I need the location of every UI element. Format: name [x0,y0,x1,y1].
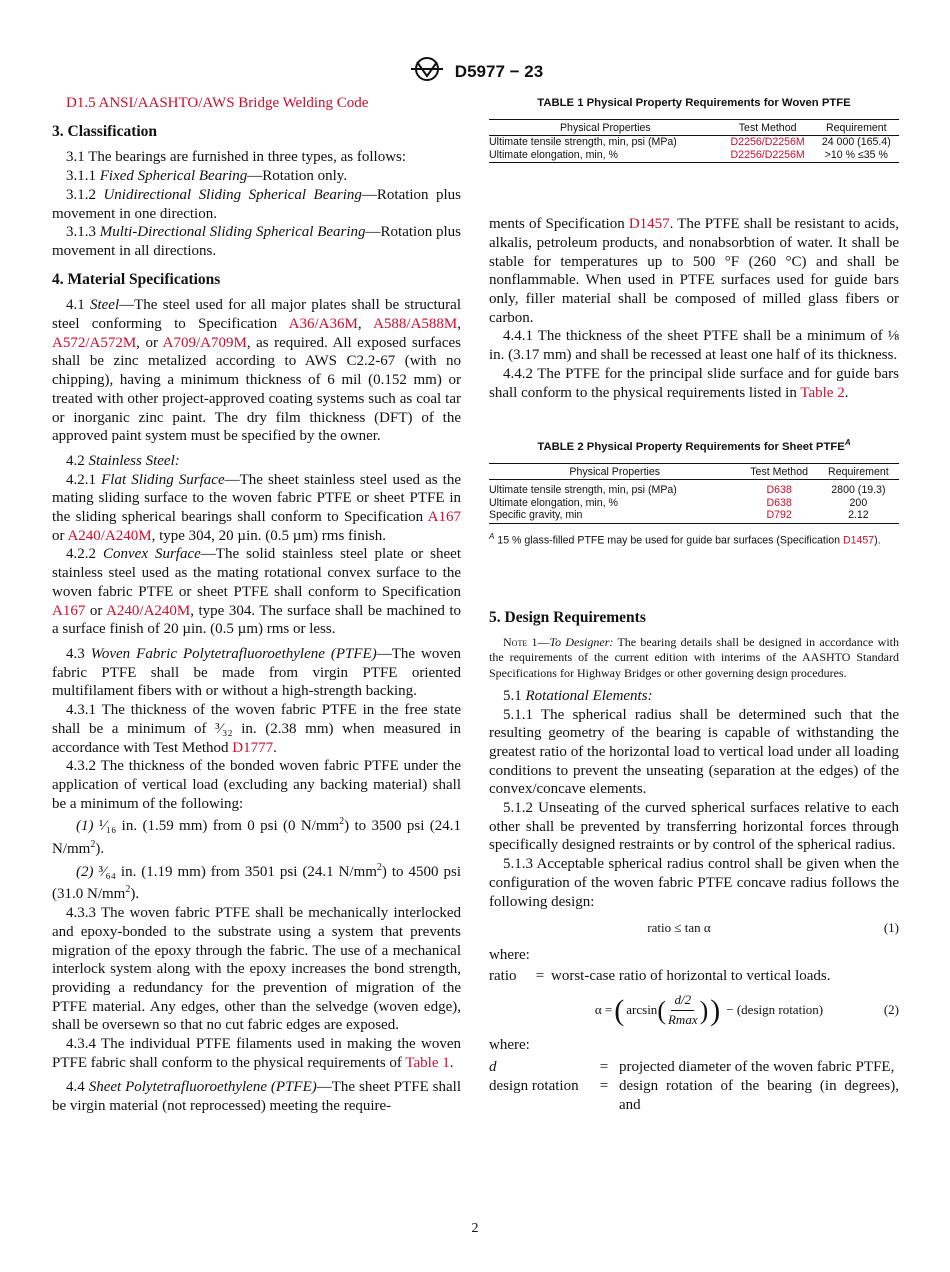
para-5-1-1: 5.1.1 The spherical radius shall be determined such that the resulting geometry of the bearing is capable of withstanding the greatest ratio of the horizontal load to vertical load under all loading conditions to prevent the unseating (separation at the edges) of the convex/concave elements. [489,706,899,798]
para-4-2-1: 4.2.1 Flat Sliding Surface—The sheet stainless steel used as the mating sliding surface to the woven fabric PTFE or sheet PTFE in the sliding spherical bearings shall conform to Specification A167 or A240/A240M, type 304, 20 µin. (0.5 µm) rms finish. [52,471,462,544]
table-2-header-row: Physical Properties Test Method Requirement [489,463,899,480]
table-row: Ultimate elongation, min, % D638 200 [489,496,868,509]
table-row: Ultimate tensile strength, min, psi (MPa) D2256/D2256M 24 000 (165.4) [489,136,891,149]
section-5-heading: 5. Design Requirements [489,609,646,627]
para-4-2-2: 4.2.2 Convex Surface—The solid stainless steel plate or sheet stainless steel used as the mating rotational convex surface to the woven fabric PTFE or sheet PTFE shall conform to Specification A167 or A240/A240M, type 304. The surface shall be machined to a surface finish of 20 µin. (0.5 µm) rms or less. [52,546,462,638]
table-2-footnote: $^A$ 15 % glass-filled PTFE may be used for guide bar surfaces (Specification D1457). [489,531,881,547]
note-1: Note 1—To Designer: The bearing details shall be designed in accordance with the requirements of the current edition with interims of the AASHTO Standard Specifications for Highway Bridges or other governing design procedures. [489,634,900,680]
para-5-1-3: 5.1.3 Acceptable spherical radius control shall be given when the configuration of the woven fabric PTFE concave radius follows the following design: [489,856,899,910]
table-row: Ultimate elongation, min, % D2256/D2256M >10 % ≤35 % [489,149,899,163]
para-4-3-3: 4.3.3 The woven fabric PTFE shall be mechanically interlocked and epoxy-bonded to the substrate using a system that prevents migration of the epoxy through the fabric. The use of a mechanical interlock system along with the epoxy increases the bond strength, providing a redundancy for the prevention of migration of the PTFE material. Any edges, other than the selvedge (woven edge), shall be oversewn so that no cut fabric edges are exposed. [52,905,461,1034]
table-1 [489,94,899,163]
equation-1: ratio ≤ tan α (1) [647,920,899,936]
table-2-grid [489,463,899,524]
para-4-3: 4.3 Woven Fabric Polytetrafluoroethylene (PTFE)—The woven fabric PTFE shall be made from virgin PTFE oriented multifilament fibers with or without a high-strength backing. [52,645,462,700]
definition-ratio: ratio = worst-case ratio of horizontal to vertical loads. [489,967,831,984]
para-4-3-1: 4.3.1 The thickness of the woven fabric PTFE in the free state shall be a minimum of ³⁄₃₂ in. (2.38 mm) when measured in accordance with Test Method D1777. [52,702,461,756]
para-3-1-1: 3.1.1 Fixed Spherical Bearing—Rotation only. [66,168,348,185]
left-column [52,94,461,1116]
ref-a167-2[interactable]: A167 [52,602,86,619]
equation-2: α = ( arcsin ( d/2 Rmax ) ) − (design rotation) (2) [594,992,899,1028]
ref-a240[interactable]: A240/A240M [67,527,152,544]
ref-a709[interactable]: A709/A709M [162,334,247,351]
para-4-1: 4.1 Steel—The steel used for all major plates shall be structural steel conforming to Specification A36/A36M, A588/A588M, A572/A572M, or A709/A709M, as required. All exposed surfaces shall be zinc metalized according to AWS C2.2-67 (with no chipping), having a minimum thickness of 6 mil (0.152 mm) or treated with other project-approved coating systems such as coal tar or inorganic zinc paint. The dry film thickness (DFT) of the approved paint system must be specified by the owner. [52,297,461,445]
astm-logo-icon [407,56,447,87]
table-1-header-row: Physical Properties Test Method Requirement [489,119,899,136]
where-2: where: [489,1036,530,1053]
para-3-1-2: 3.1.2 Unidirectional Sliding Spherical Bearing—Rotation plus movement in one direction. [52,186,462,222]
para-4-4-cont: ments of Specification D1457. The PTFE shall be resistant to acids, alkalis, petroleum products, and nonabsorbtion of water. It shall be stable for temperatures up to 500 °F (260 °C) and shall be nonflammable. When used in PTFE surfaces used for guide bars only, filler material shall be composed of milled glass fibers or carbon. [489,216,900,326]
definitions-d-rotation: d = projected diameter of the woven fabric PTFE, design rotation = design rotation of the bearing (in degrees), and [489,1059,899,1113]
ref-d1457[interactable]: D1457 [628,216,670,233]
table-row: Ultimate tensile strength, min, psi (MPa) D638 2800 (19.3) [489,484,886,497]
section-3-heading: 3. Classification [52,122,158,140]
ref-a36[interactable]: A36/A36M [288,316,358,333]
item-1: (1) ¹⁄₁₆ in. (1.59 mm) from 0 psi (0 $N/mm^2$) to 3500 psi (24.1 $N/mm^2$). [52,816,461,858]
para-3-1-3: 3.1.3 Multi-Directional Sliding Spherical Bearing—Rotation plus movement in all directions. [52,224,461,259]
para-4-4-2: 4.4.2 The PTFE for the principal slide surface and for guide bars shall conform to the physical requirements listed in Table 2. [489,365,899,401]
item-2: (2) ³⁄₆₄ in. (1.19 mm) from 3501 psi (24.1 $N/mm^2$) to 4500 psi (31.0 $N/mm^2$). [52,861,461,903]
table-1-title: TABLE 1 Physical Property Requirements for Woven PTFE [537,97,851,109]
table-row: Specific gravity, min D792 2.12 [489,509,899,523]
page-header [0,56,950,87]
section-4-heading: 4. Material Specifications [52,270,221,288]
para-4-2: 4.2 Stainless Steel: [66,452,180,469]
where-1: where: [489,946,530,963]
para-5-1: 5.1 Rotational Elements: [503,687,653,704]
page-number: 2 [471,1221,479,1236]
ref-d1777[interactable]: D1777 [232,739,274,756]
table-1-grid [489,119,899,164]
d15-reference-link[interactable]: D1.5 ANSI/AASHTO/AWS Bridge Welding Code [66,95,369,111]
para-4-3-2: 4.3.2 The thickness of the bonded woven fabric PTFE under the application of vertical load (excluding any backing material) shall be a minimum of the following: [52,758,461,812]
ref-table-2[interactable]: Table 2 [800,384,845,401]
table-2-title: TABLE 2 Physical Property Requirements for Sheet $PTFE^A$ [537,438,851,453]
right-column [489,94,899,1115]
ref-a167[interactable]: A167 [427,509,461,526]
ref-a240-2[interactable]: A240/A240M [106,602,191,619]
document-number: D5977 − 23 [454,61,544,81]
table-2 [489,434,899,547]
para-3-1: 3.1 The bearings are furnished in three types, as follows: [66,149,407,166]
para-5-1-2: 5.1.2 Unseating of the curved spherical surfaces relative to each other shall be prevented by transferring horizontal forces through specifically designed restraints or by control of the spherical radius. [489,800,899,854]
ref-table-1[interactable]: Table 1 [405,1054,450,1071]
ref-d1457-footnote[interactable]: D1457 [842,534,875,547]
para-4-3-4: 4.3.4 The individual PTFE filaments used in making the woven PTFE fabric shall conform to the physical requirements of Table 1. [52,1036,461,1071]
para-4-4-1: 4.4.1 The thickness of the sheet PTFE shall be a minimum of ⅛ in. (3.17 mm) and shall be recessed at least one half of its thickness. [489,328,899,364]
ref-a588[interactable]: A588/A588M [373,316,458,333]
para-4-4: 4.4 Sheet Polytetrafluoroethylene (PTFE)—The sheet PTFE shall be virgin material (not reprocessed) meeting the require- [52,1079,462,1115]
ref-a572[interactable]: A572/A572M [52,334,137,351]
